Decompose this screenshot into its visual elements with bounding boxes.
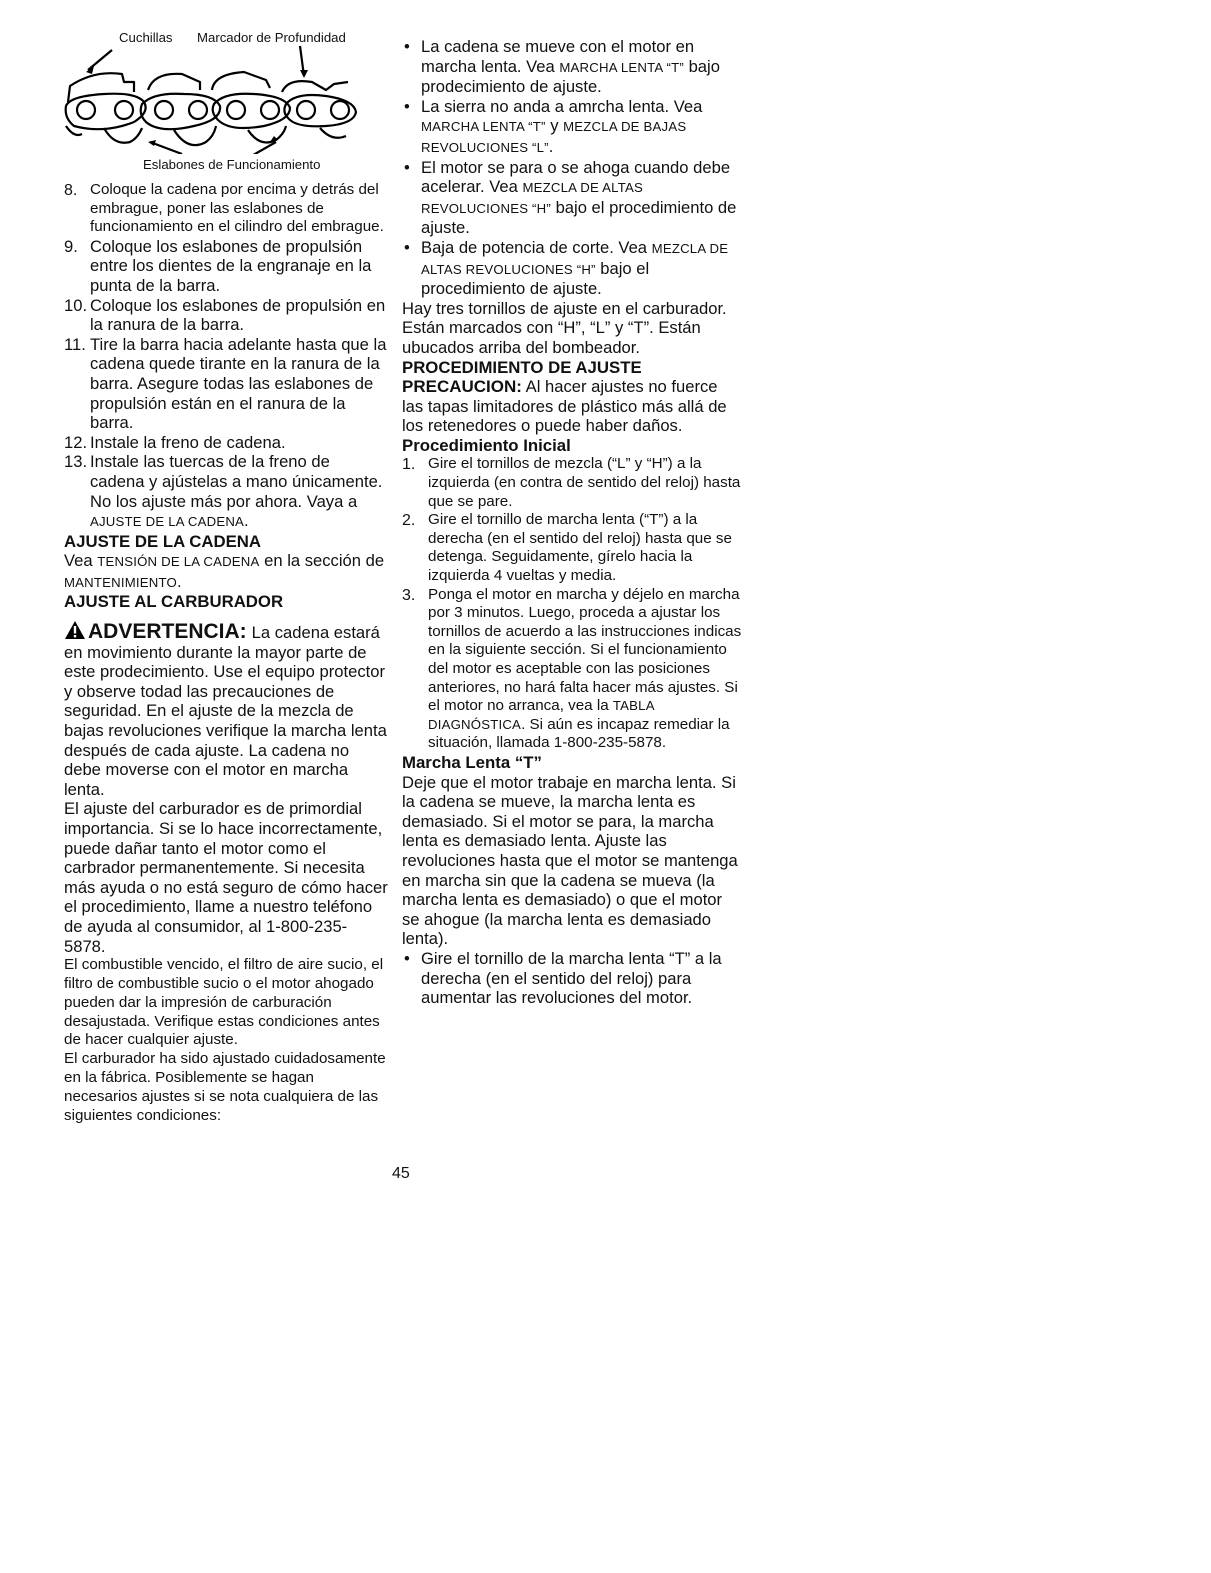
text-part: en la sección de [259, 551, 385, 571]
heading-ajuste-carburador: AJUSTE AL CARBURADOR [64, 592, 284, 612]
list-item [64, 335, 388, 433]
cross-reference: TABLA DIAGNÓSTICA [428, 698, 654, 732]
text-part: bajo prodecimiento de ajuste. [421, 56, 720, 97]
saw-chain-diagram [64, 28, 388, 172]
cross-reference: TENSIÓN DE LA CADENA [97, 554, 260, 570]
precaucion-text: Al hacer ajustes no fuerce las tapas limitadores de plástico más allá de los retenedores o puede haber daños. [402, 377, 727, 436]
bullet-icon: • [404, 237, 410, 257]
page-number: 45 [392, 1165, 410, 1182]
step-number: 12. [64, 432, 88, 452]
list-item [64, 296, 388, 335]
cross-reference: MANTENIMIENTO [64, 574, 177, 590]
heading-procedimiento: PROCEDIMIENTO DE AJUSTE [402, 357, 642, 377]
text-part: Baja de potencia de corte. Vea [421, 237, 652, 257]
text-part: bajo el procedimiento de ajuste. [421, 197, 737, 238]
list-item [64, 237, 388, 296]
precaucion-label: PRECAUCION: [402, 377, 522, 397]
step-number: 2. [402, 512, 416, 530]
list-item [402, 455, 742, 511]
step-number: 13. [64, 452, 88, 472]
step-number: 8. [64, 182, 78, 199]
list-item [402, 949, 742, 1008]
bullet-text [421, 238, 742, 299]
left-column [64, 28, 388, 1125]
marcha-lenta-paragraph: Deje que el motor trabaje en marcha lenta. Si la cadena se mueve, la marcha lenta es demasiado. Si el motor se para, la marcha lenta es demasiado lenta. Ajuste las revoluciones hasta que el motor se mantenga en marcha sin que la cadena se mueva (la marcha lenta es demasiado) o que el motor se ahogue (la marcha lenta es demasiado lenta). [402, 772, 738, 949]
bullet-icon: • [404, 96, 410, 116]
right-column [402, 37, 742, 1008]
step-text: Coloque la cadena por encima y detrás del embrague, poner las eslabones de funcionamiento en el cilindro del embrague. [90, 181, 384, 236]
label-marcador: Marcador de Profundidad [197, 30, 346, 45]
cross-reference: MEZCLA DE ALTAS REVOLUCIONES “H” [421, 240, 729, 277]
bullet-text: Gire el tornillo de la marcha lenta “T” a la derecha (en el sentido del reloj) para aumentar las revoluciones del motor. [421, 948, 722, 1008]
step-text [428, 586, 742, 753]
install-steps [64, 181, 388, 532]
list-item [402, 158, 742, 238]
bullet-icon: • [404, 37, 410, 56]
step-text: Instale la freno de cadena. [90, 432, 286, 452]
advertencia-label: ADVERTENCIA: [88, 620, 247, 644]
saw-chain-illustration [64, 42, 364, 154]
step-text: Tire la barra hacia adelante hasta que la cadena quede tirante en la ranura de la barra. Asegure todas las eslabones de propulsión están en el ranura de la barra. [90, 334, 387, 433]
text-part: bajo el procedimiento de ajuste. [421, 258, 650, 299]
warning-triangle-icon [64, 620, 86, 640]
tornillos-paragraph: Hay tres tornillos de ajuste en el carburador. Están marcados con “H”, “L” y “T”. Están ubucados arriba del bombeador. [402, 298, 727, 357]
factory-paragraph: El carburador ha sido ajustado cuidadosamente en la fábrica. Posiblemente se hagan necesarios ajustes si se nota cualquiera de las siguientes condiciones: [64, 1050, 386, 1124]
step-text: Coloque los eslabones de propulsión entre los dientes de la engranaje en la punta de la barra. [90, 236, 372, 295]
label-eslabones: Eslabones de Funcionamiento [143, 157, 321, 172]
step-number: 1. [402, 456, 416, 474]
bullet-icon: • [404, 157, 410, 177]
step-text: Coloque los eslabones de propulsión en la ranura de la barra. [90, 295, 386, 335]
step-text: Gire el tornillo de marcha lenta (“T”) a la derecha (en el sentido del reloj) hasta que se detenga. Seguidamente, gírelo hacia la izquierda 4 vueltas y media. [428, 511, 732, 585]
text-part: Ponga el motor en marcha y déjelo en marcha por 3 minutos. Luego, proceda a ajustar los tornillos de acuerdo a las instrucciones indicas en la siguiente sección. Si el funcionamiento del motor es aceptable con las posiciones anteriores, no hará falta hacer más ajustes. Si el motor no arranca, vea la [428, 585, 742, 715]
step-number: 9. [64, 236, 78, 256]
cross-reference: MEZCLA DE ALTAS REVOLUCIONES “H” [421, 180, 643, 216]
precaucion-paragraph [402, 377, 742, 436]
text-part: . [177, 571, 182, 591]
bullet-text [421, 37, 742, 97]
bullet-icon: • [404, 948, 410, 968]
list-item [402, 238, 742, 299]
importance-paragraph: El ajuste del carburador es de primordial importancia. Si se lo hace incorrectamente, puede dañar tanto el motor como el carbrador permanentemente. Si necesita más ayuda o no está seguro de cómo hacer el procedimiento, llame a nuestro teléfono de ayuda al consumidor, al 1-800-235-5878. [64, 799, 388, 956]
text-part: La sierra no anda a amrcha lenta. Vea [421, 96, 703, 116]
bullet-text [421, 97, 742, 158]
list-item [64, 433, 388, 453]
advertencia-text: La cadena estará en movimiento durante la mayor parte de este prodecimiento. Use el equipo protector y observe todad las precauciones de seguridad. En el ajuste de la mezcla de bajas revoluciones verifique la marcha lenta después de cada ajuste. La cadena no debe moverse con el motor en marcha lenta. [64, 623, 387, 799]
text-part: . Si aún es incapaz remediar la situación, llamada 1-800-235-5878. [428, 715, 730, 752]
step-number: 10. [64, 295, 88, 315]
cross-reference: AJUSTE DE LA CADENA [90, 514, 245, 530]
list-item [64, 452, 388, 531]
list-item [402, 97, 742, 158]
list-item [64, 181, 388, 237]
step-number: 11. [64, 334, 86, 354]
text-part: El motor se para o se ahoga cuando debe acelerar. Vea [421, 157, 731, 197]
text-part: y [545, 116, 564, 136]
cross-reference: MEZCLA DE BAJAS REVOLUCIONES “L” [421, 119, 687, 155]
advertencia-paragraph [64, 620, 388, 799]
label-cuchillas: Cuchillas [119, 30, 173, 45]
cross-reference: MARCHA LENTA “T” [559, 59, 684, 75]
text-part: La cadena se mueve con el motor en marcha lenta. Vea [421, 37, 695, 76]
heading-marcha-lenta: Marcha Lenta “T” [402, 752, 542, 772]
step-text: Gire el tornillos de mezcla (“L” y “H”) a la izquierda (en contra de sentido del reloj) hasta que se pare. [428, 455, 741, 510]
step-text-part: Instale las tuercas de la freno de cadena y ajústelas a mano únicamente. No los ajuste más por ahora. Vaya a [90, 452, 383, 511]
heading-procedimiento-inicial: Procedimiento Inicial [402, 435, 571, 455]
step-text-part: . [244, 511, 249, 531]
conditions-list [402, 37, 742, 299]
vea-tension-paragraph [64, 551, 388, 592]
text-part: Vea [64, 551, 98, 571]
text-part: . [548, 136, 554, 156]
initial-steps [402, 455, 742, 753]
conditions-paragraph: El combustible vencido, el filtro de aire sucio, el filtro de combustible sucio o el motor ahogado pueden dar la impresión de carburación desajustada. Verifique estas condiciones antes de hacer cualquier ajuste. [64, 956, 384, 1049]
list-item [402, 511, 742, 585]
heading-ajuste-cadena: AJUSTE DE LA CADENA [64, 531, 262, 551]
step-text [90, 452, 388, 531]
step-number: 3. [402, 586, 416, 604]
bullet-text [421, 158, 742, 238]
cross-reference: MARCHA LENTA “T” [421, 119, 546, 135]
list-item [402, 586, 742, 753]
list-item [402, 37, 742, 97]
